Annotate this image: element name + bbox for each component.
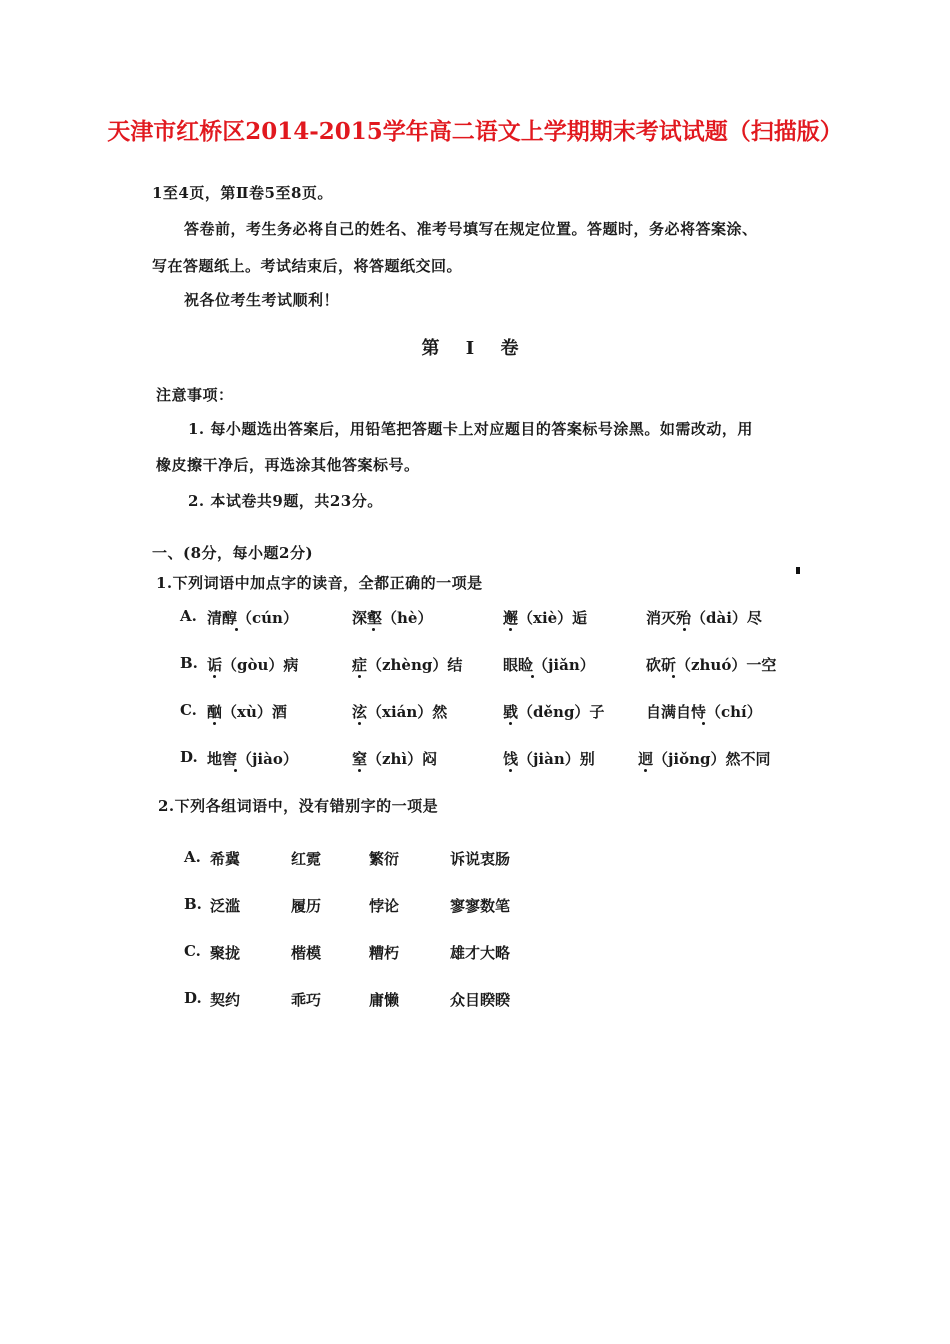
option-letter: B. [180, 654, 198, 672]
emphasis-dot [213, 722, 216, 725]
emphasis-dot [358, 722, 361, 725]
notice-heading: 注意事项： [156, 386, 234, 404]
q1-stem: 1.下列词语中加点字的读音，全都正确的一项是 [156, 574, 483, 592]
option-cell: 乖巧 [291, 991, 322, 1009]
option-cell: 自满自恃（chí） [646, 703, 762, 721]
intro-wish: 祝各位考生考试顺利！ [184, 291, 340, 309]
option-cell: 饯（jiàn）别 [503, 750, 595, 768]
option-cell: 希冀 [210, 850, 241, 868]
emphasis-dot [683, 628, 686, 631]
option-cell: 繁衍 [369, 850, 400, 868]
option-cell: 邂（xiè）逅 [503, 609, 588, 627]
option-cell: 契约 [210, 991, 241, 1009]
option-letter: D. [184, 989, 202, 1007]
option-cell: 清醇（cún） [207, 609, 298, 627]
option-cell: 庸懒 [369, 991, 400, 1009]
emphasis-dot [213, 675, 216, 678]
emphasis-dot [531, 675, 534, 678]
emphasis-dot [644, 769, 647, 772]
option-cell: 诟（gòu）病 [207, 656, 299, 674]
option-cell: 红霓 [291, 850, 322, 868]
option-cell: 症（zhèng）结 [352, 656, 463, 674]
option-cell: 地窖（jiào） [207, 750, 298, 768]
emphasis-dot [372, 628, 375, 631]
document-title: 天津市红桥区2014-2015学年高二语文上学期期末考试试题（扫描版） [107, 118, 843, 145]
option-cell: 窒（zhì）闷 [352, 750, 438, 768]
scan-speck [796, 567, 800, 574]
option-cell: 泛滥 [210, 897, 241, 915]
emphasis-dot [509, 628, 512, 631]
option-cell: 楷模 [291, 944, 322, 962]
emphasis-dot [358, 769, 361, 772]
emphasis-dot [509, 769, 512, 772]
option-cell: 砍斫（zhuó）一空 [646, 656, 777, 674]
section-title: 第 Ⅰ 卷 [421, 338, 529, 359]
emphasis-dot [234, 769, 237, 772]
option-cell: 诉说衷肠 [450, 850, 511, 868]
option-cell: 众目睽睽 [450, 991, 511, 1009]
notice-item-1a: 1. 每小题选出答案后，用铅笔把答题卡上对应题目的答案标号涂黑。如需改动，用 [188, 420, 753, 438]
option-letter: A. [180, 607, 197, 625]
option-letter: B. [184, 895, 202, 913]
emphasis-dot [235, 628, 238, 631]
notice-item-2: 2. 本试卷共9题，共23分。 [188, 492, 383, 510]
part1-heading: 一、(8分，每小题2分) [152, 544, 314, 562]
q2-stem: 2.下列各组词语中，没有错别字的一项是 [158, 797, 439, 815]
option-cell: 泫（xián）然 [352, 703, 448, 721]
emphasis-dot [358, 675, 361, 678]
emphasis-dot [672, 675, 675, 678]
option-letter: D. [180, 748, 198, 766]
notice-item-1b: 橡皮擦干净后，再选涂其他答案标号。 [156, 456, 420, 474]
option-cell: 悖论 [369, 897, 400, 915]
option-cell: 消灭殆（dài）尽 [646, 609, 762, 627]
option-cell: 寥寥数笔 [450, 897, 511, 915]
option-cell: 酗（xù）酒 [207, 703, 287, 721]
option-cell: 眼睑（jiǎn） [503, 656, 595, 674]
option-cell: 雄才大略 [450, 944, 511, 962]
intro-line-3: 写在答题纸上。考试结束后，将答题纸交回。 [152, 257, 463, 275]
option-letter: C. [184, 942, 201, 960]
option-cell: 履历 [291, 897, 322, 915]
intro-line-1: 1至4页，第Ⅱ卷5至8页。 [152, 184, 333, 202]
option-cell: 聚拢 [210, 944, 241, 962]
emphasis-dot [509, 722, 512, 725]
option-cell: 深壑（hè） [352, 609, 433, 627]
option-letter: A. [184, 848, 201, 866]
option-cell: 糟朽 [369, 944, 400, 962]
emphasis-dot [702, 722, 705, 725]
option-cell: 戥（děng）子 [503, 703, 605, 721]
intro-line-2: 答卷前，考生务必将自己的姓名、准考号填写在规定位置。答题时，务必将答案涂、 [184, 220, 758, 238]
option-letter: C. [180, 701, 197, 719]
option-cell: 迥（jiǒng）然不同 [638, 750, 771, 768]
